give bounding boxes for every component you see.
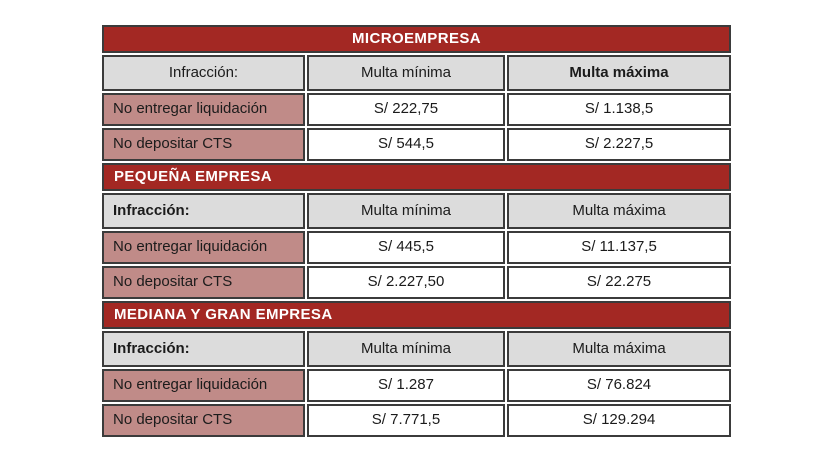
row-label-no-depositar-cts: No depositar CTS	[102, 266, 305, 299]
cell-multa-minima: S/ 445,5	[307, 231, 505, 264]
fines-table	[100, 23, 733, 439]
column-header-multa-minima: Multa mínima	[307, 55, 505, 91]
row-label-no-entregar-liquidacion: No entregar liquidación	[102, 231, 305, 264]
section-header-row-microempresa	[102, 25, 731, 53]
column-header-row	[102, 55, 731, 91]
column-header-infraccion: Infracción:	[102, 193, 305, 229]
column-header-multa-minima: Multa mínima	[307, 331, 505, 367]
column-header-multa-maxima: Multa máxima	[507, 193, 731, 229]
table-row	[102, 93, 731, 126]
cell-multa-maxima: S/ 129.294	[507, 404, 731, 437]
row-label-no-entregar-liquidacion: No entregar liquidación	[102, 369, 305, 402]
cell-multa-maxima: S/ 76.824	[507, 369, 731, 402]
table-row	[102, 404, 731, 437]
cell-multa-maxima: S/ 22.275	[507, 266, 731, 299]
cell-multa-maxima: S/ 2.227,5	[507, 128, 731, 161]
cell-multa-minima: S/ 7.771,5	[307, 404, 505, 437]
cell-multa-minima: S/ 222,75	[307, 93, 505, 126]
table-row	[102, 266, 731, 299]
cell-multa-minima: S/ 2.227,50	[307, 266, 505, 299]
row-label-no-depositar-cts: No depositar CTS	[102, 404, 305, 437]
table-row	[102, 369, 731, 402]
column-header-row	[102, 193, 731, 229]
row-label-no-depositar-cts: No depositar CTS	[102, 128, 305, 161]
column-header-multa-minima: Multa mínima	[307, 193, 505, 229]
section-title-pequena-empresa: PEQUEÑA EMPRESA	[102, 163, 731, 191]
section-header-row-mediana-gran-empresa	[102, 301, 731, 329]
cell-multa-maxima: S/ 11.137,5	[507, 231, 731, 264]
row-label-no-entregar-liquidacion: No entregar liquidación	[102, 93, 305, 126]
column-header-infraccion: Infracción:	[102, 55, 305, 91]
section-header-row-pequena-empresa	[102, 163, 731, 191]
cell-multa-minima: S/ 544,5	[307, 128, 505, 161]
table-row	[102, 231, 731, 264]
fines-table-container	[100, 23, 733, 439]
column-header-row	[102, 331, 731, 367]
cell-multa-maxima: S/ 1.138,5	[507, 93, 731, 126]
cell-multa-minima: S/ 1.287	[307, 369, 505, 402]
column-header-multa-maxima: Multa máxima	[507, 55, 731, 91]
column-header-multa-maxima: Multa máxima	[507, 331, 731, 367]
column-header-infraccion: Infracción:	[102, 331, 305, 367]
table-row	[102, 128, 731, 161]
section-title-microempresa: MICROEMPRESA	[102, 25, 731, 53]
section-title-mediana-gran-empresa: MEDIANA Y GRAN EMPRESA	[102, 301, 731, 329]
